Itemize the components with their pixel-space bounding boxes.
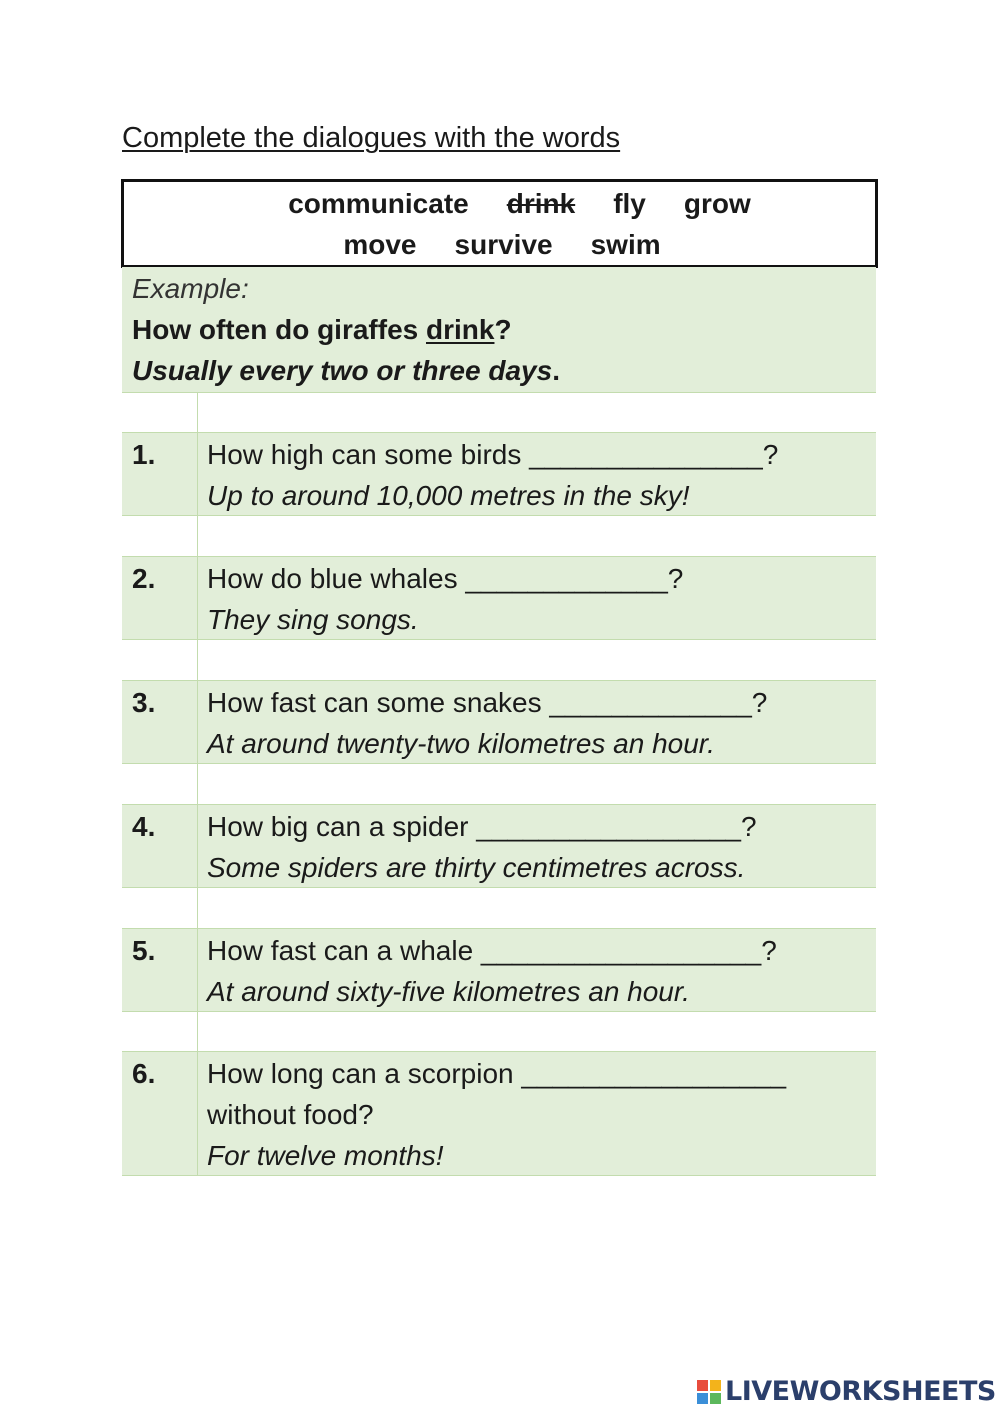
word-box-row-1	[269, 183, 770, 224]
logo-text: LIVEWORKSHEETS	[725, 1376, 996, 1407]
exercise-row-5	[122, 928, 876, 1012]
item-question[interactable]: How fast can some snakes _____________?	[207, 687, 768, 718]
word-communicate: communicate	[288, 187, 469, 219]
item-number: 3.	[132, 687, 156, 718]
spacer-row	[122, 393, 876, 432]
item-question[interactable]: How big can a spider _________________?	[207, 811, 757, 842]
word-swim: swim	[590, 228, 661, 260]
liveworksheets-logo-icon	[697, 1380, 721, 1404]
item-answer: At around sixty-five kilometres an hour.	[207, 976, 690, 1007]
item-answer: They sing songs.	[207, 604, 419, 635]
spacer-row	[122, 640, 876, 680]
item-answer: For twelve months!	[207, 1140, 444, 1171]
item-number: 6.	[132, 1058, 156, 1089]
item-answer: At around twenty-two kilometres an hour.	[207, 728, 715, 759]
example-label: Example:	[132, 273, 249, 304]
exercise-row-3	[122, 680, 876, 764]
word-move: move	[343, 228, 417, 260]
spacer-row	[122, 888, 876, 928]
word-box	[121, 179, 878, 268]
exercise-row-2	[122, 556, 876, 640]
exercise-row-6	[122, 1051, 876, 1176]
word-grow: grow	[683, 187, 751, 219]
item-question[interactable]: How high can some birds _______________?	[207, 439, 779, 470]
example-question	[132, 314, 512, 346]
example-answer-period: .	[552, 355, 560, 386]
exercise-row-4	[122, 804, 876, 888]
word-box-row-2	[324, 224, 679, 265]
liveworksheets-logo	[697, 1376, 996, 1407]
item-question[interactable]: How long can a scorpion _________________	[207, 1058, 787, 1089]
word-drink-struck: drink	[506, 187, 576, 219]
example-question-start: How often do giraffes	[132, 314, 426, 345]
example-answer-word: drink	[426, 314, 495, 345]
example-question-mark: ?	[494, 314, 512, 345]
item-number: 1.	[132, 439, 156, 470]
item-question[interactable]: How do blue whales _____________?	[207, 563, 684, 594]
word-survive: survive	[454, 228, 553, 260]
item-question[interactable]: How fast can a whale __________________?	[207, 935, 777, 966]
spacer-row	[122, 1012, 876, 1051]
page-title: Complete the dialogues with the words	[122, 122, 621, 154]
example-row	[122, 267, 876, 393]
exercise-row-1	[122, 432, 876, 516]
item-answer: Some spiders are thirty centimetres across.	[207, 852, 746, 883]
item-number: 2.	[132, 563, 156, 594]
spacer-row	[122, 764, 876, 804]
word-fly: fly	[613, 187, 646, 219]
item-number: 5.	[132, 935, 156, 966]
item-number: 4.	[132, 811, 156, 842]
example-answer-text: Usually every two or three days	[132, 355, 553, 386]
item-answer: Up to around 10,000 metres in the sky!	[207, 480, 690, 511]
spacer-row	[122, 516, 876, 556]
item-question-continued: without food?	[207, 1099, 374, 1130]
example-answer	[132, 355, 560, 387]
